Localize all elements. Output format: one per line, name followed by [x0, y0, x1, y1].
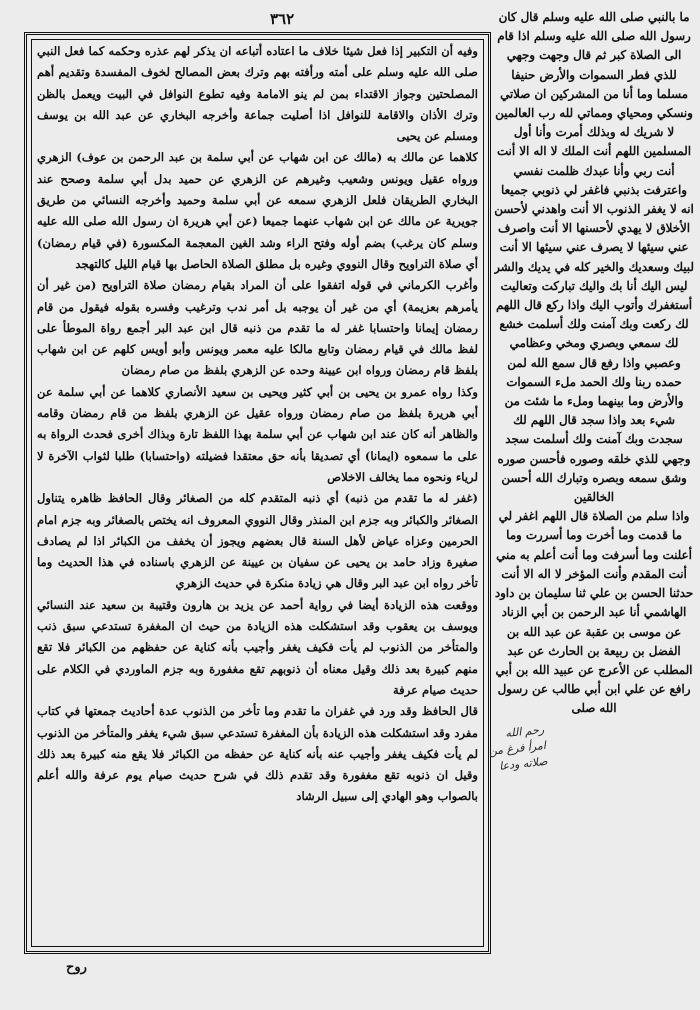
main-commentary-text	[37, 41, 478, 945]
main-text-frame	[24, 32, 491, 954]
catchword: روح	[66, 960, 87, 975]
handwritten-margin-note: رحم الله امرأ فرغ من صلاته ودعا	[488, 722, 549, 773]
page-number: ٣٦٢	[270, 10, 295, 28]
main-paragraph: (غفر له ما تقدم من ذنبه) أي ذنبه المتقدم كله من الصغائر وقال الحافظ ظاهره يتناول الصغائر والكبائر وبه جزم ابن المنذر وقال النووي المعروف انه يختص بالصغائر وبه جزم امام الحرمين وعزاه عياض لأهل السنة قال بعضهم ويجوز أن يخفف من الكبائر اذا لم يصادف صغيرة وزاد حامد بن يحيى عن سفيان بن عيينة عن الزهري باسناده في هذا الحديث وما تأخر رواه ابن عبد البر وقال هي زيادة منكرة في حديث الزهري	[37, 491, 478, 591]
margin-paragraph: واذا سلم من الصلاة قال اللهم اغفر لي ما قدمت وما أخرت وما أسررت وما أعلنت وما أسرفت وما أنت أعلم به مني أنت المقدم وأنت المؤخر لا اله الا أنت حدثنا الحسن بن علي ثنا سليمان بن داود الهاشمي أنا عبد الرحمن بن أبي الزناد عن موسى بن عقبة عن عبد الله بن الفضل بن ربيعة بن الحارث عن عبد المطلب عن الأعرج عن عبيد الله بن أبي رافع عن علي ابن أبي طالب عن رسول الله صلى	[494, 509, 694, 716]
margin-hadith-text	[494, 8, 694, 968]
main-paragraph: وأغرب الكرماني في قوله اتفقوا على أن المراد بقيام رمضان صلاة التراويح (من غير أن يأمرهم بعزيمة) أي من غير أن يوجبه بل أمر ندب وترغيب وفسره بقوله فيقول من قام رمضان إيمانا واحتسابا غفر له ما تقدم من ذنبه قال ابن عبد البر أجمع رواة الموطأ على لفظ مالك في قيام رمضان وتابع مالكا عليه معمر ويونس وأبو أويس كلهم عن ابن شهاب بلفظ قام رمضان ورواه ابن عيينة وحده عن الزهري بلفظ من صام رمضان	[37, 278, 478, 378]
main-paragraph: ووقعت هذه الزيادة أيضا في رواية أحمد عن يزيد بن هارون وقتيبة بن سعيد عند النسائي ويوسف بن يعقوب وقد استشكلت هذه الزيادة من حيث ان المغفرة تستدعي سبق ذنب والمتأخر من الذنوب لم يأت فكيف يغفر وأجيب بأنه كناية عن حفظهم من الكبائر فلا تقع منهم كبيرة بعد ذلك وقيل معناه أن ذنوبهم تقع مغفورة وبه جزم الماوردي في الكلام على حديث صيام عرفة	[37, 597, 478, 697]
margin-paragraph: ما بالنبي صلى الله عليه وسلم قال كان رسول الله صلى الله عليه وسلم اذا قام الى الصلاة كبر ثم قال وجهت وجهي للذي فطر السموات والأرض حنيفا مسلما وما أنا من المشركين ان صلاتي ونسكي ومحياي ومماتي لله رب العالمين لا شريك له وبذلك أمرت وأنا أول المسلمين اللهم أنت الملك لا اله الا أنت أنت ربي وأنا عبدك ظلمت نفسي واعترفت بذنبي فاغفر لي ذنوبي جميعا انه لا يغفر الذنوب الا أنت واهدني لأحسن الأخلاق لا يهدي لأحسنها الا أنت واصرف عني سيئها لا يصرف عني سيئها الا أنت لبيك وسعديك والخير كله في يديك والشر ليس اليك أنا بك واليك تباركت وتعاليت أستغفرك وأتوب اليك واذا ركع قال اللهم لك ركعت وبك آمنت ولك أسلمت خشع لك سمعي وبصري ومخي وعظامي وعصبي واذا رفع قال سمع الله لمن حمده ربنا ولك الحمد ملء السموات والأرض وما بينهما وملء ما شئت من شيء بعد واذا سجد قال اللهم لك سجدت وبك آمنت ولك أسلمت سجد وجهي للذي خلقه وصوره فأحسن صوره وشق سمعه وبصره وتبارك الله أحسن الخالقين	[494, 10, 694, 505]
main-paragraph: وفيه أن التكبير إذا فعل شيئا خلاف ما اعتاده أتباعه ان يذكر لهم عذره وحكمه كما فعل النبي صلى الله عليه وسلم على أمته ورأفته بهم وترك بعض المصالح لخوف المفسدة وتقديم أهم المصلحتين وجواز الاقتداء بمن لم ينو الامامة وفيه تطوع النوافل في البيت ويعمل بالظن وترك الأذان والاقامة للنوافل اذا أصليت جماعة وأخرجه البخاري عن عبد الله بن يوسف ومسلم عن يحيى	[37, 44, 478, 144]
main-paragraph: كلاهما عن مالك به (مالك عن ابن شهاب عن أبي سلمة بن عبد الرحمن بن عوف) الزهري ورواه عقيل ويونس وشعيب وغيرهم عن الزهري عن حميد بدل أبي سلمة وصحح عند البخاري الطريقان فلعل الزهري سمعه عن أبي سلمة وحميد وأخرجه النسائي من طريق جويرية عن مالك عن ابن شهاب عنهما جميعا (عن أبي هريرة ان رسول الله صلى الله عليه وسلم كان يرغب) بضم أوله وفتح الراء وشد الغين المعجمة المكسورة (في قيام رمضان) أي صلاة التراويح وقال النووي وغيره بل مطلق الصلاة الحاصل بها قيام الليل كالتهجد	[37, 150, 478, 271]
main-paragraph: وكذا رواه عمرو بن يحيى بن أبي كثير ويحيى بن سعيد الأنصاري كلاهما عن أبي سلمة عن أبي هريرة بلفظ من صام رمضان ورواه عقيل عن الزهري بلفظ من قام رمضان وقامه والظاهر أنه كان عند ابن شهاب عن أبي سلمة بهذا اللفظ تارة وبذاك أخرى فحدث الرواة به على ما سمعوه (ايمانا) أي تصديقا بأنه حق معتقدا فضيلته (واحتسابا) طلبا لثواب الآخرة لا لرياء ونحوه مما يخالف الاخلاص	[37, 384, 478, 484]
main-paragraph: قال الحافظ وقد ورد في غفران ما تقدم وما تأخر من الذنوب عدة أحاديث جمعتها في كتاب مفرد وقد استشكلت هذه الزيادة بأن المغفرة تستدعي سبق شيء يغفر والمتأخر من الذنوب لم يأت فكيف يغفر وأجيب عنه بأنه كناية عن حفظه من الكبائر فلا يقع منه كبيرة بعد ذلك وقيل ان ذنوبه تقع مغفورة وقد تقدم ذلك في شرح حديث صيام يوم عرفة والله أعلم بالصواب وهو الهادي إلى سبيل الرشاد	[37, 704, 478, 804]
